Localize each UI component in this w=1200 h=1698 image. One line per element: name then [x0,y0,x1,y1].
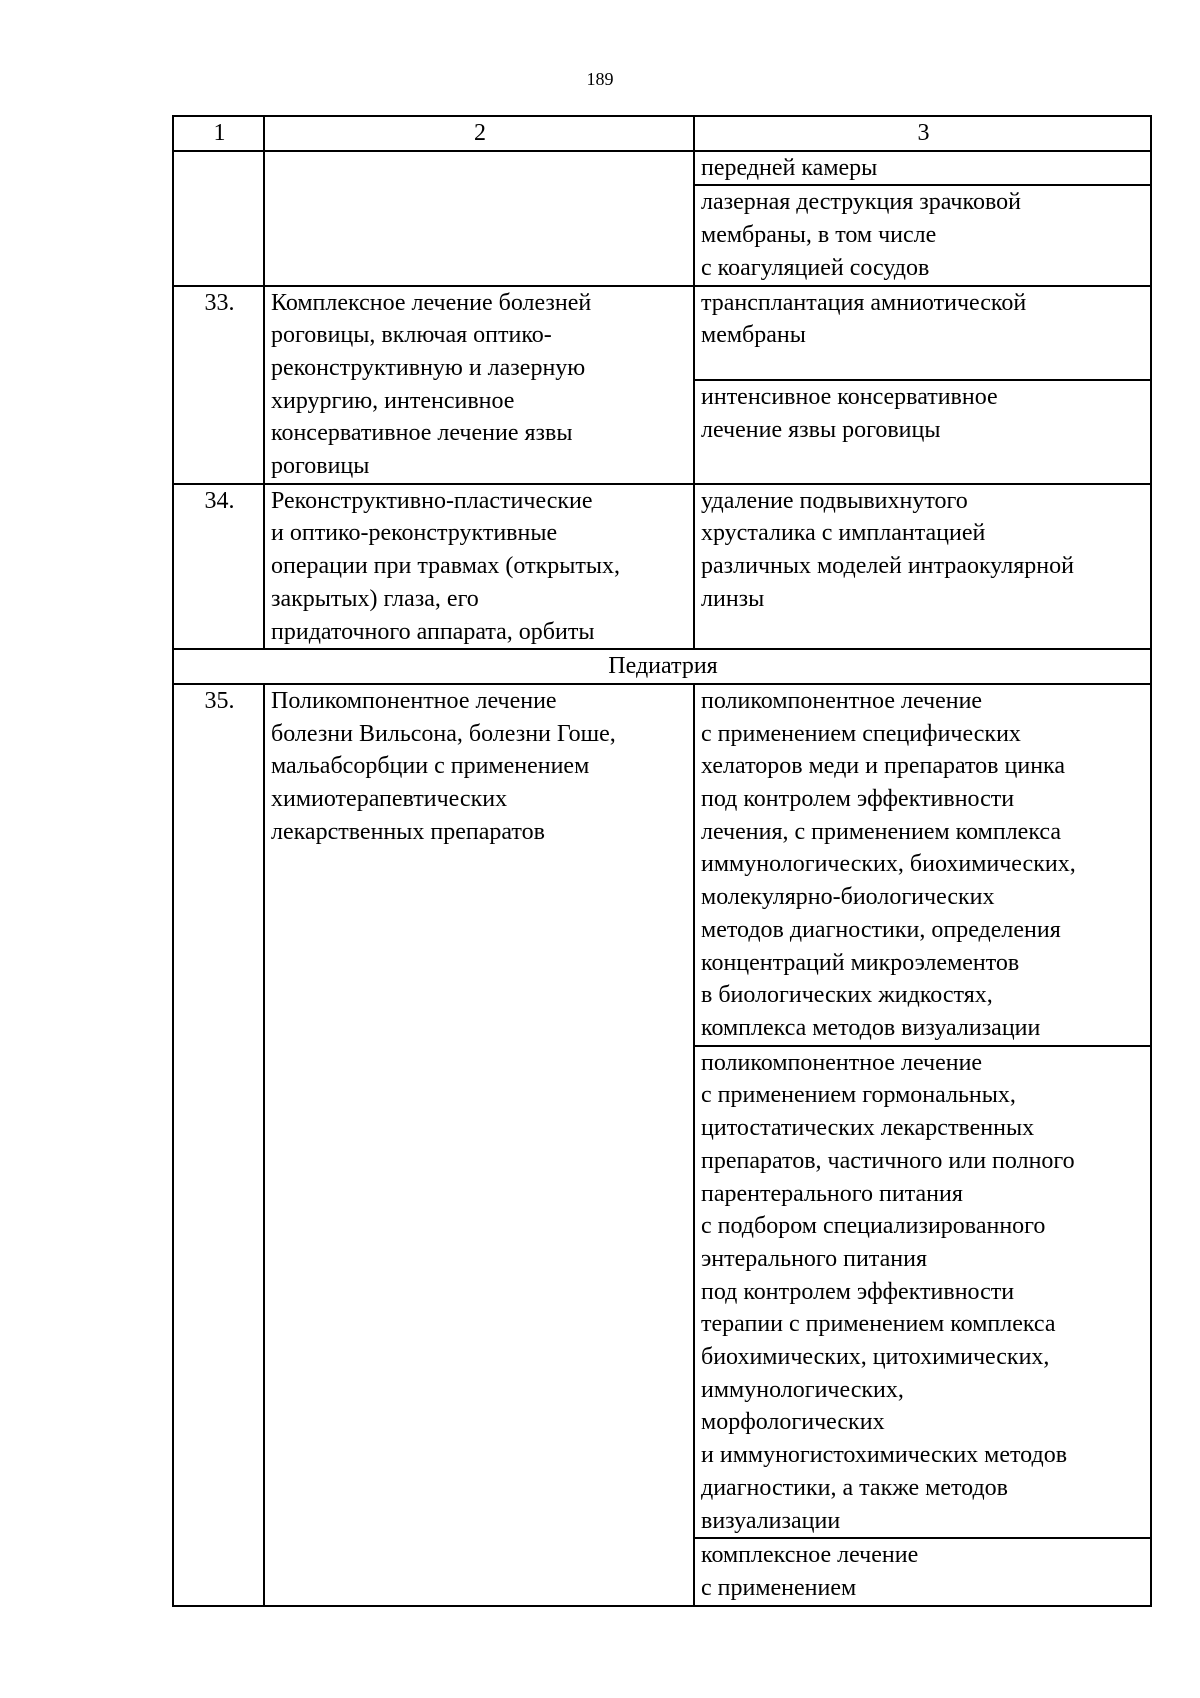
column-header-3: 3 [694,116,1151,151]
table-row-34 [173,484,1151,650]
method-cell: комплексное лечение с применением [694,1538,1151,1605]
table-header-row [173,116,1151,151]
method-cell: удаление подвывихнутого хрусталика с имплантацией различных моделей интраокулярной линзы [694,484,1151,650]
column-header-2: 2 [264,116,694,151]
row-description-cell: Комплексное лечение болезней роговицы, включая оптико- реконструктивную и лазерную хирургию, интенсивное консервативное лечение язвы роговицы [264,286,694,484]
method-cell: лазерная деструкция зрачковой мембраны, в том числе с коагуляцией сосудов [694,185,1151,285]
table-row-33 [173,286,1151,381]
row-description-cell: Поликомпонентное лечение болезни Вильсона, болезни Гоше, мальабсорбции с применением химиотерапевтических лекарственных препаратов [264,684,694,1606]
method-cell: поликомпонентное лечение с применением специфических хелаторов меди и препаратов цинка под контролем эффективности лечения, с применением комплекса иммунологических, биохимических, молекулярно-биологических методов диагностики, определения концентраций микроэлементов в биологических жидкостях, комплекса методов визуализации [694,684,1151,1046]
row-number-cell: 34. [173,484,264,650]
row-number-cell: 35. [173,684,264,1606]
method-cell: трансплантация амниотической мембраны [694,286,1151,381]
section-row [173,649,1151,684]
row-description-cell: Реконструктивно-пластические и оптико-реконструктивные операции при травмах (открытых, закрытых) глаза, его придаточного аппарата, орбиты [264,484,694,650]
row-description-cell [264,151,694,286]
method-cell: интенсивное консервативное лечение язвы роговицы [694,380,1151,483]
column-header-1: 1 [173,116,264,151]
table-row [173,151,1151,186]
medical-care-table [172,115,1152,1607]
page-number: 189 [586,69,614,89]
method-cell: поликомпонентное лечение с применением гормональных, цитостатических лекарственных препаратов, частичного или полного парентерального питания с подбором специализированного энтерального питания под контролем эффективности терапии с применением комплекса биохимических, цитохимических, иммунологических, морфологических и иммуногистохимических методов диагностики, а также методов визуализации [694,1046,1151,1539]
section-title: Педиатрия [173,649,1151,684]
method-cell: передней камеры [694,151,1151,186]
table-row-35 [173,684,1151,1046]
row-number-cell [173,151,264,286]
row-number-cell: 33. [173,286,264,484]
